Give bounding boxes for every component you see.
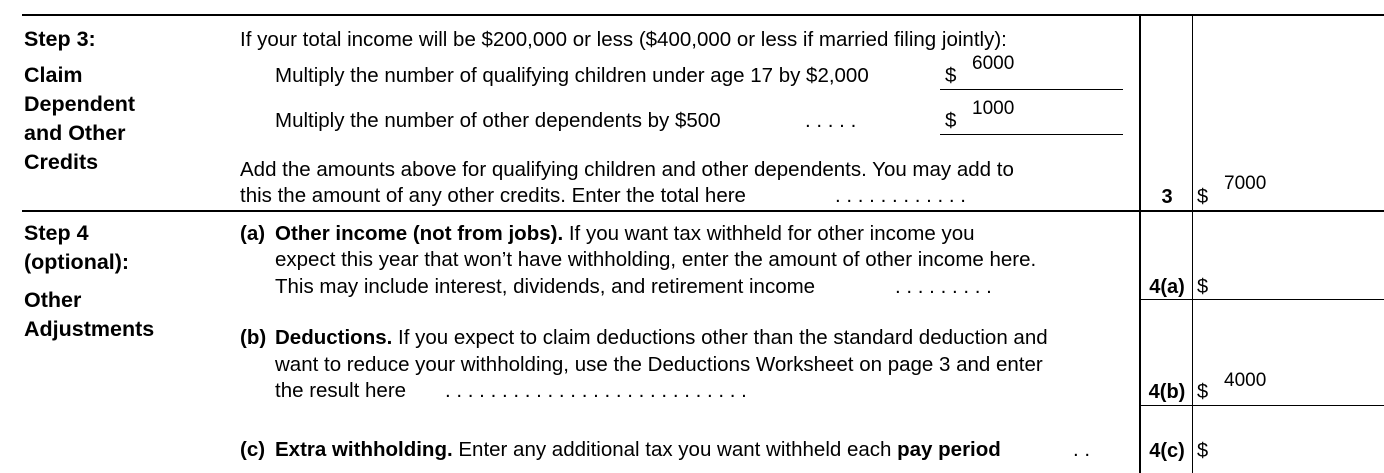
item-c-line bbox=[275, 438, 1001, 462]
qualifying-children-dollar: $ bbox=[945, 64, 957, 87]
top-border bbox=[22, 14, 1384, 16]
qualifying-children-underline bbox=[940, 89, 1123, 90]
step4-heading-line-2: (optional): bbox=[24, 250, 130, 274]
other-dependents-dollar: $ bbox=[945, 109, 957, 132]
item-a-line-3: This may include interest, dividends, and retirement income bbox=[275, 275, 816, 298]
other-dependents-leader-dots: . . . . . bbox=[805, 109, 857, 132]
step4-title-line-1: Other bbox=[24, 288, 82, 312]
item-a-line-2: expect this year that won’t have withholding, enter the amount of other income here. bbox=[275, 248, 1037, 271]
item-b-line-2: want to reduce your withholding, use the Deductions Worksheet on page 3 and enter bbox=[275, 353, 1043, 376]
item-a-letter: (a) bbox=[240, 222, 266, 245]
line-4c-number: 4(c) bbox=[1149, 440, 1185, 462]
other-dependents-underline bbox=[940, 134, 1123, 135]
item-a-line-1-rest: If you want tax withheld for other income you bbox=[563, 222, 975, 245]
step3-heading: Step 3: bbox=[24, 27, 96, 51]
row-divider-4b bbox=[1139, 405, 1384, 406]
step3-title-line-4: Credits bbox=[24, 150, 99, 174]
line-4b-number: 4(b) bbox=[1148, 381, 1186, 403]
item-b-leader-dots: . . . . . . . . . . . . . . . . . . . . . . . . . . . bbox=[445, 379, 747, 402]
step-divider bbox=[22, 210, 1384, 212]
step4-heading-line-1: Step 4 bbox=[24, 221, 89, 245]
line-4c-dollar: $ bbox=[1197, 440, 1209, 462]
item-a-line-1 bbox=[275, 222, 975, 246]
item-a-leader-dots: . . . . . . . . . bbox=[895, 275, 992, 298]
item-c-letter: (c) bbox=[240, 438, 266, 461]
other-dependents-label: Multiply the number of other dependents by $500 bbox=[275, 109, 721, 132]
item-b-line-1 bbox=[275, 326, 1048, 350]
step3-title-line-2: Dependent bbox=[24, 92, 136, 116]
item-c-pay-period: pay period bbox=[897, 438, 1001, 461]
qualifying-children-label: Multiply the number of qualifying children under age 17 by $2,000 bbox=[275, 64, 869, 87]
step3-total-leader-dots: . . . . . . . . . . . . bbox=[835, 184, 966, 207]
item-c-text: Enter any additional tax you want withheld each bbox=[452, 438, 898, 461]
item-c-leader-dots: . . bbox=[1073, 438, 1091, 461]
item-c-title: Extra withholding. bbox=[275, 438, 453, 461]
step3-title-line-3: and Other bbox=[24, 121, 126, 145]
qualifying-children-amount[interactable]: 6000 bbox=[972, 53, 1015, 74]
line-3-number: 3 bbox=[1161, 186, 1173, 208]
item-a-title: Other income (not from jobs). bbox=[275, 222, 564, 245]
item-b-line-3: the result here bbox=[275, 379, 407, 402]
item-b-title: Deductions. bbox=[275, 326, 393, 349]
step3-title-line-1: Claim bbox=[24, 63, 83, 87]
step3-total-text-line-1: Add the amounts above for qualifying children and other dependents. You may add to bbox=[240, 158, 1014, 181]
line-4a-number: 4(a) bbox=[1149, 276, 1185, 298]
row-divider-4a bbox=[1139, 299, 1384, 300]
line-4b-amount[interactable]: 4000 bbox=[1224, 370, 1267, 391]
step3-total-text-line-2: this the amount of any other credits. Enter the total here bbox=[240, 184, 746, 207]
line-4b-dollar: $ bbox=[1197, 381, 1209, 403]
line-4a-dollar: $ bbox=[1197, 276, 1209, 298]
item-b-line-1-rest: If you expect to claim deductions other than the standard deduction and bbox=[392, 326, 1048, 349]
line-3-amount[interactable]: 7000 bbox=[1224, 173, 1267, 194]
other-dependents-amount[interactable]: 1000 bbox=[972, 98, 1015, 119]
item-b-letter: (b) bbox=[240, 326, 267, 349]
step3-intro: If your total income will be $200,000 or less ($400,000 or less if married filing jointly): bbox=[240, 28, 1007, 51]
step4-title-line-2: Adjustments bbox=[24, 317, 155, 341]
line-3-dollar: $ bbox=[1197, 186, 1209, 208]
